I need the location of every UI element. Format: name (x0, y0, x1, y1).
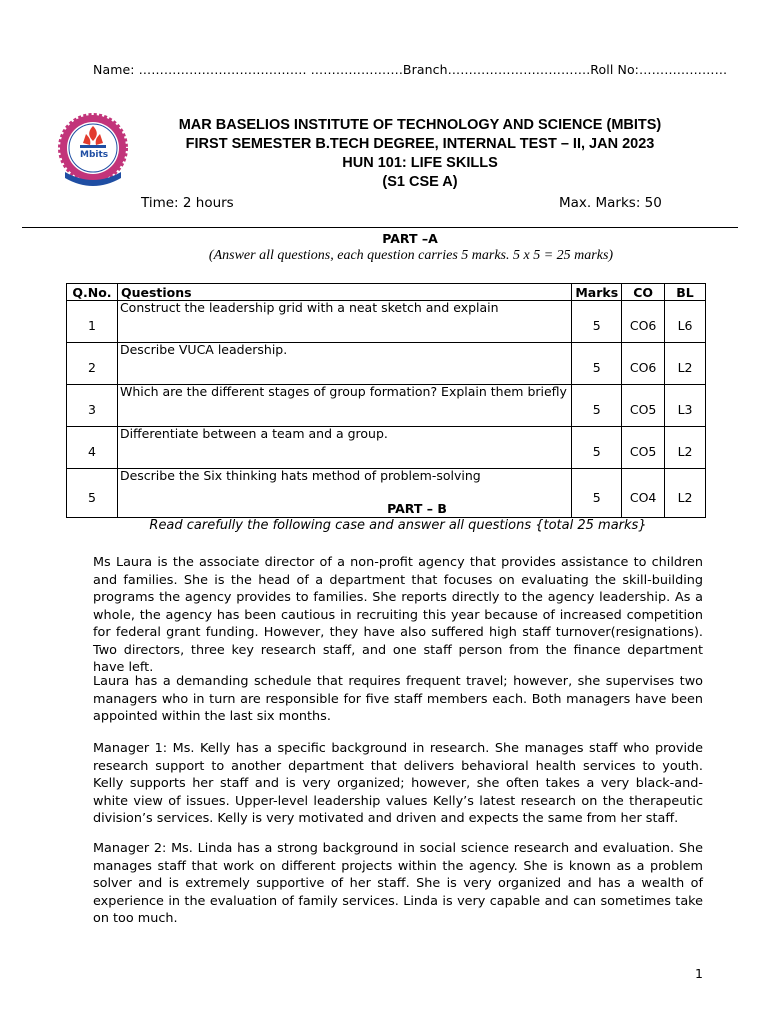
header-divider (22, 227, 738, 228)
student-details-line (93, 62, 727, 77)
question-number: 4 (67, 427, 118, 469)
exam-duration: Time: 2 hours (141, 195, 234, 211)
question-bl: L3 (665, 385, 706, 427)
institute-name: MAR BASELIOS INSTITUTE OF TECHNOLOGY AND SCIENCE (MBITS) (178, 117, 662, 133)
branch-label: Branch (402, 62, 448, 77)
question-marks: 5 (572, 469, 622, 518)
name-blank: …………………………………. …………………. (138, 62, 403, 77)
question-bl: L2 (665, 343, 706, 385)
question-bl: L6 (665, 301, 706, 343)
question-co: CO5 (622, 427, 665, 469)
question-text: Differentiate between a team and a group. (117, 427, 571, 469)
question-marks: 5 (572, 343, 622, 385)
question-text: Describe the Six thinking hats method of problem-solving (117, 469, 571, 518)
table-row (67, 301, 706, 343)
case-paragraph: Manager 2: Ms. Linda has a strong background in social science research and evaluation. She manages staff that work on different projects within the agency. She is known as a problem solver and is extremely supportive of her staff. She is very organized and has a wealth of experience in the evaluation of family services. Linda is very capable and can sometimes take on too much. (93, 841, 703, 926)
question-marks: 5 (572, 301, 622, 343)
table-header-row (67, 284, 706, 301)
part-b-instructions: Read carefully the following case and answer all questions {total 25 marks} (149, 518, 647, 533)
branch-blank: ……………………………. (447, 62, 591, 77)
mbits-logo (50, 112, 136, 188)
exam-header (150, 116, 690, 192)
question-number: 1 (67, 301, 118, 343)
part-a-title: PART –A (382, 231, 438, 246)
question-bl: L2 (665, 427, 706, 469)
part-a-question-table (66, 283, 706, 518)
max-marks: Max. Marks: 50 (559, 195, 662, 211)
column-header-questions: Questions (117, 284, 571, 301)
column-header-co: CO (622, 284, 665, 301)
column-header-qno: Q.No. (67, 284, 118, 301)
question-number: 2 (67, 343, 118, 385)
question-text: Which are the different stages of group formation? Explain them briefly (117, 385, 571, 427)
roll-label: Roll No: (590, 62, 639, 77)
question-marks: 5 (572, 427, 622, 469)
part-a-instructions: (Answer all questions, each question carries 5 marks. 5 x 5 = 25 marks) (208, 248, 614, 263)
table-row (67, 427, 706, 469)
question-number: 5 (67, 469, 118, 518)
question-bl: L2 (665, 469, 706, 518)
name-label: Name: (93, 62, 135, 77)
question-text: Construct the leadership grid with a neat sketch and explain (117, 301, 571, 343)
roll-blank: ………………… (639, 62, 728, 77)
column-header-marks: Marks (572, 284, 622, 301)
batch-title: (S1 CSE A) (382, 174, 458, 190)
case-paragraph: Manager 1: Ms. Kelly has a specific background in research. She manages staff who provide research support to another department that delivers behavioral health services to youth. Kelly supports her staff and is very organized; however, she often takes a very black-and-white view of issues. Upper-level leadership values Kelly’s latest research on the therapeutic division’s services. Kelly is very motivated and driven and expects the same from her staff. (93, 741, 703, 826)
question-number: 3 (67, 385, 118, 427)
page-number: 1 (695, 966, 703, 981)
case-paragraph: Laura has a demanding schedule that requires frequent travel; however, she supervises two managers who in turn are responsible for five staff members each. Both managers have been appointed within the last six months. (93, 674, 703, 724)
logo-text: Mbits (80, 150, 109, 160)
question-marks: 5 (572, 385, 622, 427)
exam-title: FIRST SEMESTER B.TECH DEGREE, INTERNAL TEST – II, JAN 2023 (185, 136, 655, 152)
question-co: CO5 (622, 385, 665, 427)
column-header-bl: BL (665, 284, 706, 301)
table-row (67, 385, 706, 427)
table-row (67, 343, 706, 385)
question-co: CO4 (622, 469, 665, 518)
part-b-title: PART – B (387, 501, 447, 516)
question-co: CO6 (622, 343, 665, 385)
question-text: Describe VUCA leadership. (117, 343, 571, 385)
course-title: HUN 101: LIFE SKILLS (342, 155, 498, 171)
case-paragraph: Ms Laura is the associate director of a non-profit agency that provides assistance to children and families. She is the head of a department that focuses on evaluating the skill-building programs the agency provides to families. She reports directly to the agency leadership. As a whole, the agency has been cautious in recruiting this year because of increased competition for federal grant funding. However, they have also suffered high staff turnover(resignations). Two directors, three key research staff, and one staff person from the finance department have left. (93, 555, 703, 675)
question-co: CO6 (622, 301, 665, 343)
